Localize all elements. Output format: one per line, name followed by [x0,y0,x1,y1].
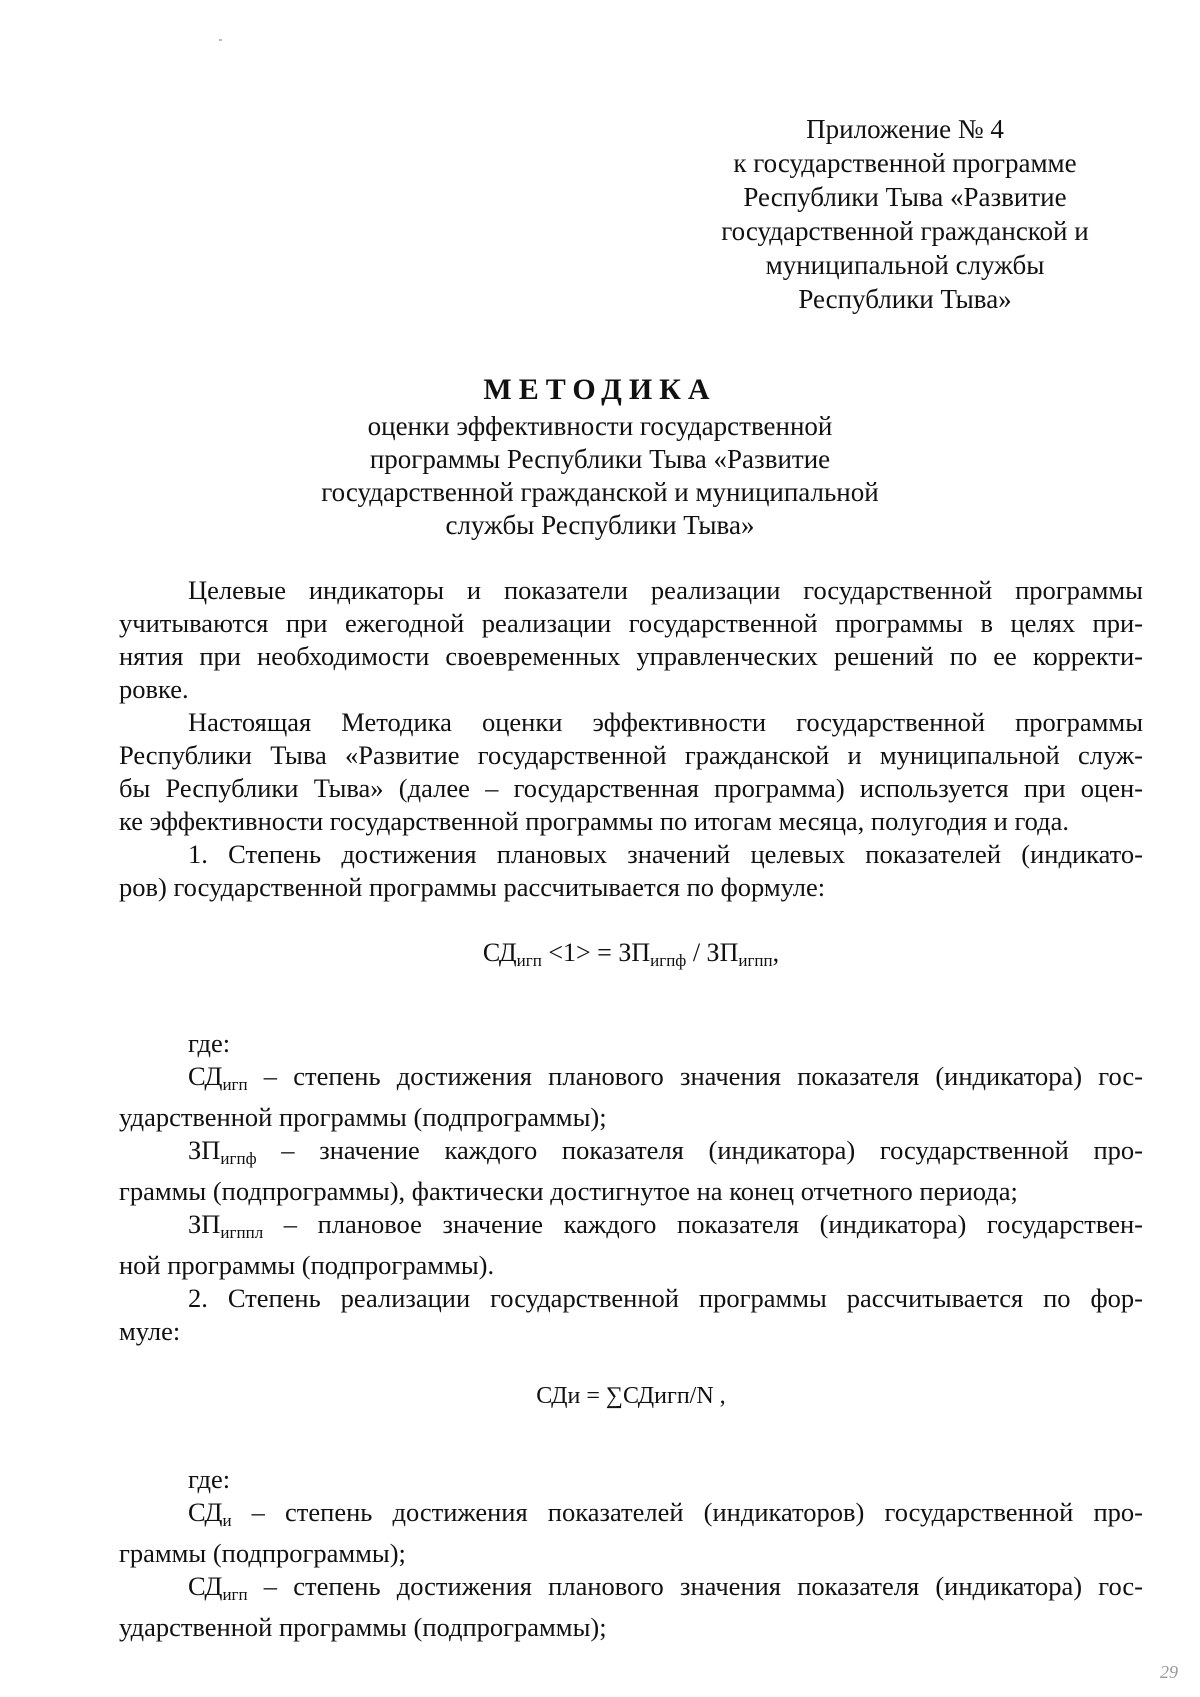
appendix-line: Республики Тыва «Развитие [743,182,1067,212]
paragraph-2 [119,706,1143,838]
definition-subscript: игп [222,1585,248,1604]
text-line: ровке. [119,674,189,704]
text-line: ров) государственной программы рассчитывается по формуле: [119,872,826,902]
definition-zp-igppl [119,1208,1143,1282]
text-line: граммы (подпрограммы), фактически достигнутое на конец отчетного периода; [119,1176,1018,1206]
text-line: 1. Степень достижения плановых значений целевых показателей (индикато- [188,839,1143,869]
definition-text: – степень достижения планового значения показателя (индикатора) гос- [247,1571,1143,1601]
title-subline: государственной гражданской и муниципальной [321,477,879,507]
definition-term: СД [188,1061,223,1091]
appendix-line: Республики Тыва» [798,284,1012,314]
definition-subscript: игпф [220,1149,257,1168]
text-line: граммы (подпрограммы); [119,1538,406,1568]
appendix-line: к государственной программе [733,148,1077,178]
text-line: Республики Тыва «Развитие государственной гражданской и муниципальной служ- [119,740,1143,770]
text-line: бы Республики Тыва» (далее – государственная программа) используется при оцен- [119,773,1143,803]
definition-zp-igpf [119,1134,1143,1208]
text-line: Целевые индикаторы и показатели реализации государственной программы [188,575,1143,605]
formula-term: <1> = ЗП [541,938,651,967]
definition-text: – значение каждого показателя (индикатора) государственной про- [256,1135,1143,1165]
formula-sd-igp [119,936,1143,977]
formula-subscript: игпф [650,951,687,970]
document-title: МЕТОДИКА [483,373,717,406]
text-line [119,1134,1143,1175]
formula-term: СД [482,938,517,967]
text-line: 2. Степень реализации государственной программы рассчитывается по фор- [188,1283,1143,1313]
page-number: 29 [1160,1662,1178,1682]
text-line [119,1208,1143,1249]
scan-artifact [219,39,222,41]
where-label: где: [188,1028,231,1058]
text-line [119,1496,1143,1537]
text-line [119,1570,1143,1611]
title-subline: службы Республики Тыва» [445,510,755,540]
definition-text: – степень достижения показателей (индикаторов) государственной про- [231,1497,1143,1527]
text-line: ударственной программы (подпрограммы); [119,1612,607,1642]
text-line: учитываются при ежегодной реализации государственной программы в целях при- [119,608,1143,638]
appendix-line: муниципальной службы [765,250,1045,280]
definition-subscript: и [222,1511,232,1530]
document-title-block [240,372,960,542]
text-line: Настоящая Методика оценки эффективности государственной программы [188,707,1143,737]
formula-subscript: игпп [738,951,773,970]
where-label: где: [188,1464,231,1494]
definition-term: ЗП [188,1209,221,1239]
paragraph-3 [119,838,1143,904]
title-subline: программы Республики Тыва «Развитие [369,444,831,474]
text-line: нятия при необходимости своевременных управленческих решений по ее корректи- [119,641,1143,671]
text-line: ударственной программы (подпрограммы); [119,1102,607,1132]
formula-term: , [772,938,780,967]
text-line [119,1060,1143,1101]
formula-subscript: игп [516,951,542,970]
appendix-note [700,112,1110,316]
definition-sd-i [119,1496,1143,1570]
definition-term: ЗП [188,1135,221,1165]
text-line: муле: [119,1316,181,1346]
paragraph-1 [119,574,1143,706]
definition-sd-igp-2 [119,1570,1143,1644]
formula-term: / ЗП [686,938,739,967]
definition-text: – плановое значение каждого показателя (индикатора) государствен- [263,1209,1143,1239]
appendix-line: Приложение № 4 [806,114,1004,144]
definition-term: СД [188,1571,223,1601]
definition-subscript: игп [222,1075,248,1094]
paragraph-4 [119,1282,1143,1348]
title-subline: оценки эффективности государственной [367,411,833,441]
text-line: ке эффективности государственной программы по итогам месяца, полугодия и года. [119,806,1070,836]
text-line: ной программы (подпрограммы). [119,1250,495,1280]
definition-text: – степень достижения планового значения показателя (индикатора) гос- [247,1061,1143,1091]
appendix-line: государственной гражданской и [721,216,1089,246]
definition-subscript: игппл [220,1223,264,1242]
definition-sd-igp [119,1060,1143,1134]
document-body [119,574,1143,1644]
definition-term: СД [188,1497,223,1527]
formula-sd-i: СДи = ∑СДигп/N , [536,1383,726,1409]
